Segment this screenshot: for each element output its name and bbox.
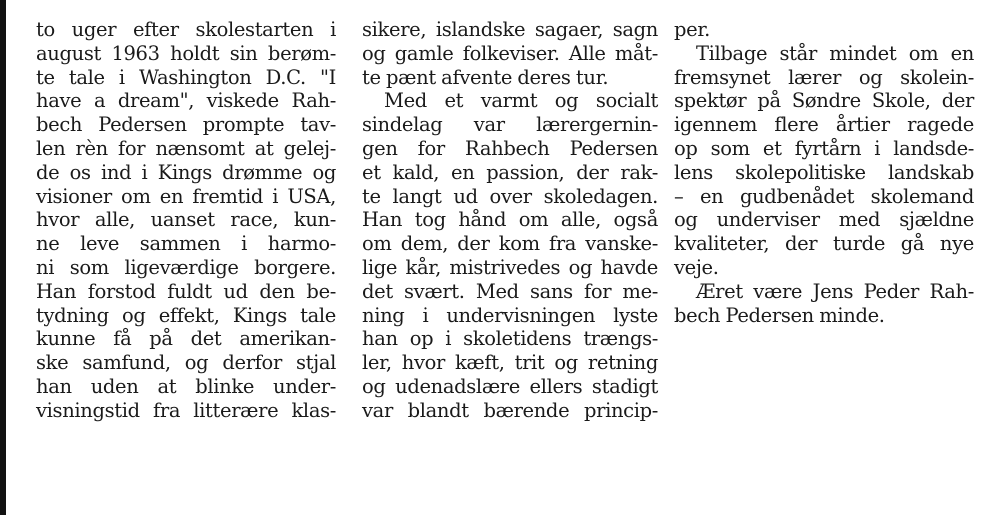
text-line: august 1963 holdt sin berøm- (36, 41, 336, 65)
text-line: to uger efter skolestarten i (36, 18, 336, 41)
text-line: have a dream", viskede Rah- (36, 89, 336, 113)
text-line: – en gudbenådet skolemand (674, 184, 974, 208)
left-margin-rule (0, 0, 6, 515)
text-line: per. (674, 18, 711, 41)
text-column-3 (674, 18, 974, 327)
text-line: fremsynet lærer og skolein- (674, 65, 974, 89)
text-line: og gamle folkeviser. Alle måt- (362, 41, 658, 65)
text-line: om dem, der kom fra vanske- (362, 232, 658, 256)
text-line: og underviser med sjældne (674, 208, 974, 232)
text-line: lige kår, mistrivedes og havde (362, 255, 658, 279)
text-line: ne leve sammen i harmo- (36, 232, 336, 256)
text-line: tydning og effekt, Kings tale (36, 303, 336, 327)
text-line: bech Pedersen prompte tav- (36, 113, 336, 137)
text-line: Med et varmt og socialt (384, 89, 658, 113)
text-line: et kald, en passion, der rak- (362, 160, 658, 184)
text-line: sikere, islandske sagaer, sagn (362, 18, 658, 41)
text-line: Han forstod fuldt ud den be- (36, 279, 336, 303)
text-line: len rèn for nænsomt at gelej- (36, 136, 336, 160)
text-line: kvaliteter, der turde gå nye (674, 232, 974, 256)
text-line: spektør på Søndre Skole, der (674, 89, 974, 113)
text-line: te tale i Washington D.C. "I (36, 65, 336, 89)
text-line: te langt ud over skoledagen. (362, 184, 658, 208)
text-line: ni som ligeværdige borgere. (36, 255, 336, 279)
text-line: hvor alle, uanset race, kun- (36, 208, 336, 232)
text-line: han uden at blinke under- (36, 374, 336, 398)
text-line: op som et fyrtårn i landsde- (674, 136, 974, 160)
text-line: Æret være Jens Peder Rah- (696, 279, 974, 303)
text-line: var blandt bærende princip- (362, 398, 658, 422)
text-line: ning i undervisningen lyste (362, 303, 658, 327)
text-line: sindelag var lærergernin- (362, 113, 658, 137)
text-line: Tilbage står mindet om en (696, 41, 974, 65)
text-line: kunne få på det amerikan- (36, 327, 336, 351)
text-line: det svært. Med sans for me- (362, 279, 658, 303)
text-line: veje. (674, 255, 719, 279)
text-line: te pænt afvente deres tur. (362, 65, 609, 89)
text-line: han op i skoletidens trængs- (362, 327, 658, 351)
text-line: igennem flere årtier ragede (674, 113, 974, 137)
text-line: visningstid fra litterære klas- (36, 398, 336, 422)
text-line: og udenadslære ellers stadigt (362, 374, 658, 398)
text-line: de os ind i Kings drømme og (36, 160, 336, 184)
text-column-2 (362, 18, 658, 423)
text-line: ske samfund, og derfor stjal (36, 351, 336, 375)
text-line: ler, hvor kæft, trit og retning (362, 351, 658, 375)
text-line: Han tog hånd om alle, også (362, 208, 658, 232)
text-line: gen for Rahbech Pedersen (362, 136, 658, 160)
text-line: visioner om en fremtid i USA, (36, 184, 336, 208)
text-line: lens skolepolitiske landskab (674, 160, 974, 184)
text-line: bech Pedersen minde. (674, 303, 885, 327)
text-column-1 (36, 18, 336, 423)
